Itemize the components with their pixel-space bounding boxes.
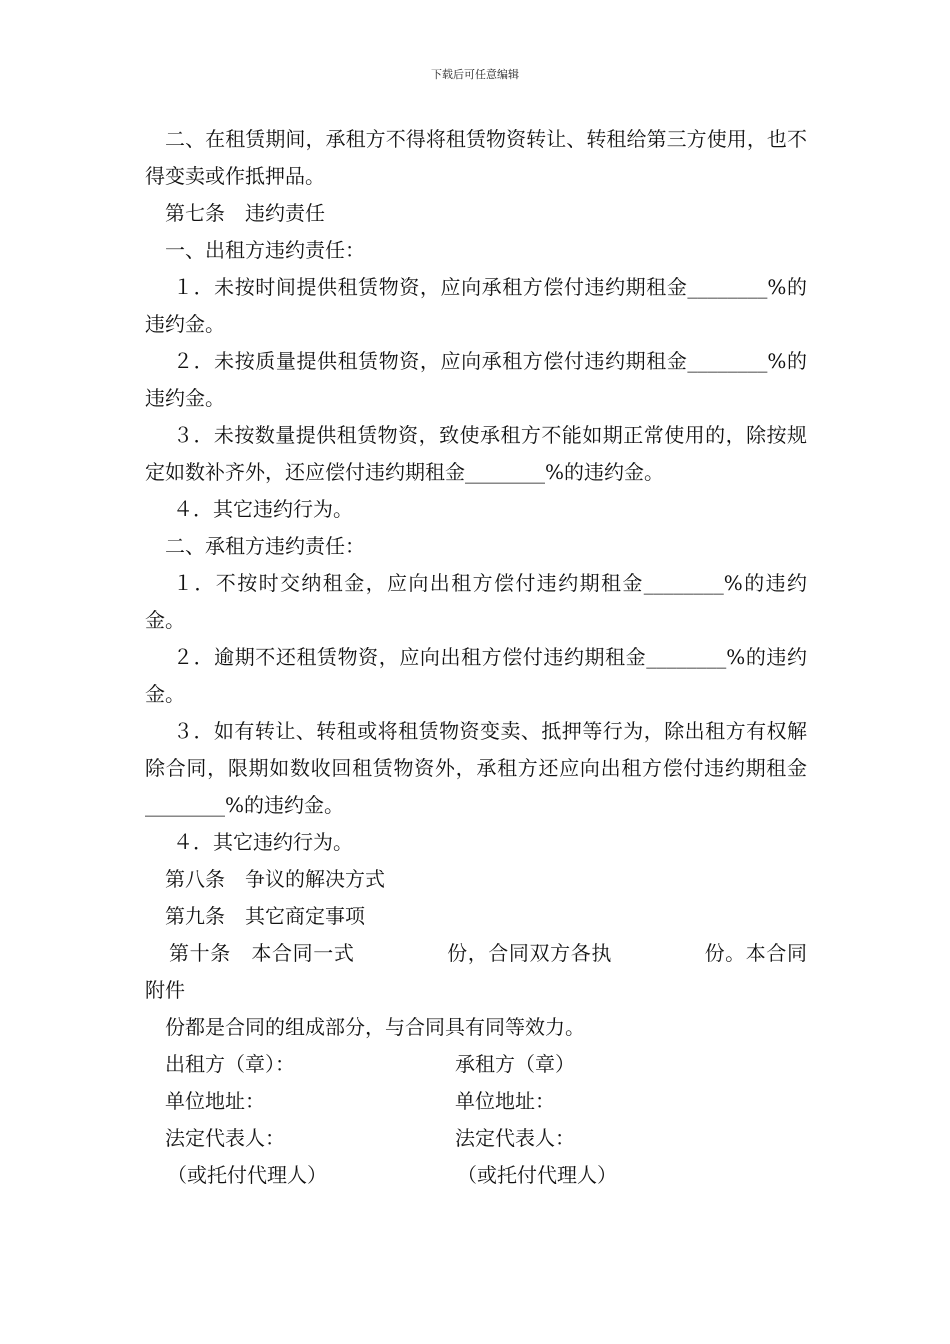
lessee-liability-item-4: ４．其它违约行为。 <box>173 830 353 854</box>
lessor-liability-item-1: １．未按时间提供租赁物资，应向承租方偿付违约期租金________%的违约金。 <box>145 275 807 336</box>
lessor-representative-label: 法定代表人： <box>165 1126 285 1150</box>
lessee-liability-heading: 二、承租方违约责任： <box>165 534 365 558</box>
lessee-seal-label: 承租方（章） <box>455 1052 575 1076</box>
article-10-part-c: 份。本合同附件 <box>145 941 808 1002</box>
lessee-representative-label: 法定代表人： <box>455 1126 575 1150</box>
lessor-address-label: 单位地址： <box>165 1089 265 1113</box>
article-9-heading: 第九条 其它商定事项 <box>165 904 365 928</box>
article-7-heading: 第七条 违约责任 <box>165 201 325 225</box>
article-10 <box>145 935 807 1009</box>
signature-row-agent <box>145 1157 807 1194</box>
article-10-part-a: 第十条 本合同一式 <box>169 941 355 965</box>
page-header: 下载后可任意编辑 <box>431 68 519 81</box>
lessee-liability-item-3: ３．如有转让、转租或将租赁物资变卖、抵押等行为，除出租方有权解除合同，限期如数收回租赁物资外，承租方还应向出租方偿付违约期租金________%的违约金。 <box>145 719 807 817</box>
signature-row-address <box>145 1083 807 1120</box>
lessee-liability-item-2: ２．逾期不还租赁物资，应向出租方偿付违约期租金________%的违约金。 <box>145 645 807 706</box>
signature-row-representative <box>145 1120 807 1157</box>
article-10-part-b: 份，合同双方各执 <box>446 941 612 965</box>
lessor-liability-item-3: ３．未按数量提供租赁物资，致使承租方不能如期正常使用的，除按规定如数补齐外，还应偿付违约期租金________%的违约金。 <box>145 423 807 484</box>
lessor-agent-label: （或托付代理人） <box>167 1163 327 1187</box>
contract-body <box>145 121 807 1194</box>
lessor-liability-heading: 一、出租方违约责任： <box>165 238 365 262</box>
lessee-agent-label: （或托付代理人） <box>457 1163 617 1187</box>
paragraph-no-sublease: 二、在租赁期间，承租方不得将租赁物资转让、转租给第三方使用，也不得变卖或作抵押品。 <box>145 127 807 188</box>
lessor-seal-label: 出租方（章）： <box>165 1052 295 1076</box>
lessee-address-label: 单位地址： <box>455 1089 555 1113</box>
article-8-heading: 第八条 争议的解决方式 <box>165 867 385 891</box>
lessor-liability-item-2: ２．未按质量提供租赁物资，应向承租方偿付违约期租金________%的违约金。 <box>145 349 807 410</box>
lessee-liability-item-1: １．不按时交纳租金，应向出租方偿付违约期租金________%的违约金。 <box>145 571 807 632</box>
lessor-liability-item-4: ４．其它违约行为。 <box>173 497 353 521</box>
signature-row-party <box>145 1046 807 1083</box>
attachment-clause: 份都是合同的组成部分，与合同具有同等效力。 <box>165 1015 585 1039</box>
